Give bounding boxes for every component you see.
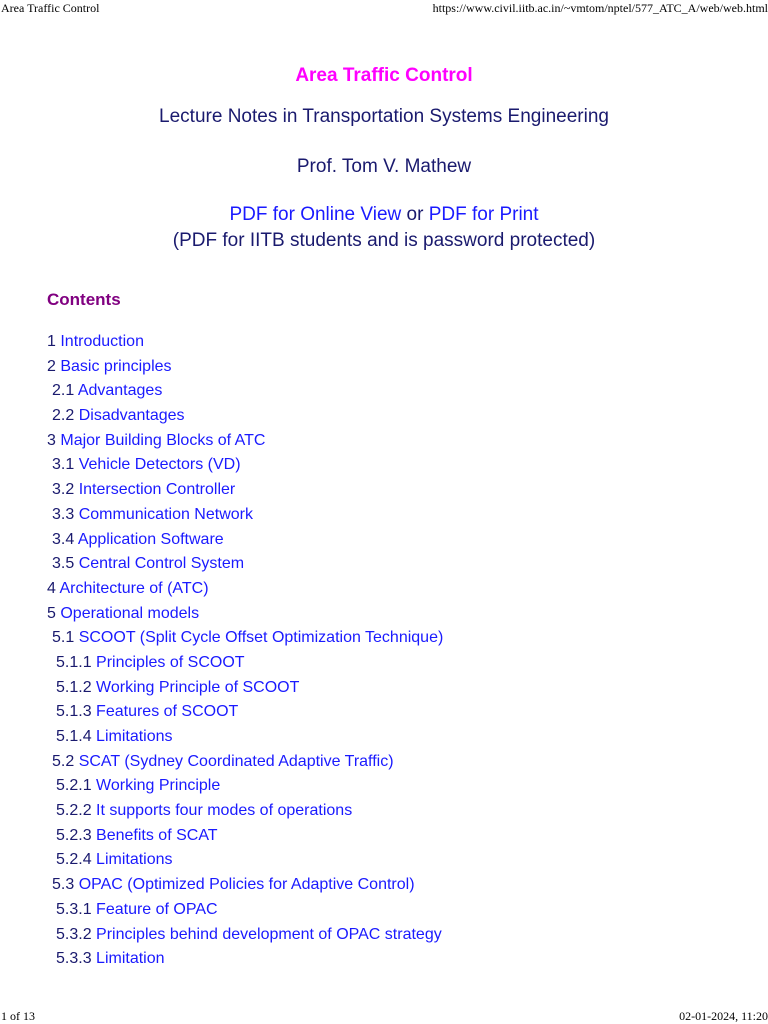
pdf-links <box>0 202 768 228</box>
toc-link[interactable]: Limitations <box>96 728 173 745</box>
page-title: Area Traffic Control <box>295 65 473 86</box>
page-number: 1 of 13 <box>1 1009 35 1023</box>
toc-item-number: 5.1.2 <box>56 678 92 696</box>
toc-item-number: 2.1 <box>52 382 75 400</box>
toc-item <box>47 528 443 553</box>
toc-link[interactable]: Basic principles <box>60 357 172 375</box>
toc-item <box>47 947 443 972</box>
toc-item <box>47 824 443 849</box>
toc-item <box>47 626 443 651</box>
print-datetime: 02-01-2024, 11:20 <box>679 1009 768 1023</box>
toc-item-number: 5 <box>47 604 56 622</box>
toc-item-number: 2 <box>47 357 56 375</box>
toc-link[interactable]: Intersection Controller <box>78 481 236 499</box>
toc-item <box>47 429 443 454</box>
toc-link[interactable]: Central Control System <box>78 555 245 573</box>
toc-item <box>47 577 443 602</box>
toc-item-number: 3.3 <box>52 505 75 523</box>
toc-link[interactable]: Benefits of SCAT <box>96 826 218 844</box>
toc-link[interactable]: Communication Network <box>78 505 253 523</box>
toc-item <box>47 848 443 873</box>
pdf-print-link[interactable]: PDF for Print <box>428 204 539 225</box>
author-name: Prof. Tom V. Mathew <box>296 156 472 177</box>
toc-link[interactable]: OPAC (Optimized Policies for Adaptive Control) <box>78 876 415 894</box>
page-subtitle: Lecture Notes in Transportation Systems Engineering <box>159 106 609 127</box>
print-header-url: https://www.civil.iitb.ac.in/~vmtom/nptel/577_ATC_A/web/web.html <box>432 1 768 15</box>
toc-link[interactable]: Limitation <box>96 950 165 968</box>
toc-link[interactable]: Application Software <box>77 530 224 548</box>
print-header-title: Area Traffic Control <box>1 1 100 15</box>
toc-item-number: 3.5 <box>52 555 75 573</box>
contents-heading: Contents <box>47 290 121 309</box>
toc-item <box>47 503 443 528</box>
toc-link[interactable]: Limitations <box>96 851 173 869</box>
toc-item-number: 3 <box>47 431 56 449</box>
print-footer <box>0 1009 768 1024</box>
toc-item-number: 5.1.3 <box>56 703 92 721</box>
toc-link[interactable]: Features of SCOOT <box>96 703 239 721</box>
toc-item <box>47 602 443 627</box>
toc-link[interactable]: Architecture of (ATC) <box>59 579 209 597</box>
toc-link[interactable]: Introduction <box>60 333 144 350</box>
toc-item <box>47 330 443 355</box>
toc-item-number: 5.3.3 <box>56 950 92 968</box>
toc-link[interactable]: Vehicle Detectors (VD) <box>78 456 241 474</box>
toc-item <box>47 700 443 725</box>
print-header <box>0 0 768 16</box>
toc-link[interactable]: Advantages <box>77 382 163 400</box>
toc-item-number: 5.2.1 <box>56 777 92 795</box>
toc-item <box>47 379 443 404</box>
toc-item <box>47 404 443 429</box>
toc-item-number: 5.2 <box>52 752 75 770</box>
toc-item-number: 1 <box>47 333 56 350</box>
toc-item-number: 5.3.2 <box>56 925 92 943</box>
toc-item-number: 5.2.3 <box>56 826 92 844</box>
toc-item-number: 5.2.4 <box>56 851 92 869</box>
toc-link[interactable]: Working Principle <box>96 777 221 795</box>
toc-item-number: 3.2 <box>52 481 75 499</box>
toc-item-number: 3.4 <box>52 530 75 548</box>
toc-item-number: 5.3.1 <box>56 900 92 918</box>
toc-item <box>47 651 443 676</box>
toc-item-number: 5.1.1 <box>56 653 92 671</box>
toc-link[interactable]: Principles of SCOOT <box>96 653 245 671</box>
toc-item <box>47 873 443 898</box>
toc-item <box>47 898 443 923</box>
toc-item-number: 5.3 <box>52 876 75 894</box>
toc-link[interactable]: Major Building Blocks of ATC <box>60 431 266 449</box>
toc-item-number: 3.1 <box>52 456 75 474</box>
toc-item-number: 4 <box>47 579 56 597</box>
toc-item <box>47 552 443 577</box>
toc-item-number: 5.1 <box>52 629 75 647</box>
toc-item <box>47 676 443 701</box>
toc-item <box>47 799 443 824</box>
toc-item <box>47 750 443 775</box>
pdf-online-link[interactable]: PDF for Online View <box>229 204 402 225</box>
toc-item <box>47 725 443 750</box>
toc-link[interactable]: It supports four modes of operations <box>96 802 353 820</box>
pdf-or-text: or <box>406 204 429 225</box>
toc-link[interactable]: SCOOT (Split Cycle Offset Optimization Technique) <box>78 629 444 647</box>
toc-item <box>47 453 443 478</box>
toc-link[interactable]: SCAT (Sydney Coordinated Adaptive Traffic) <box>78 752 394 770</box>
toc-link[interactable]: Working Principle of SCOOT <box>96 678 300 696</box>
toc-item <box>47 355 443 380</box>
toc-item-number: 5.1.4 <box>56 728 92 745</box>
pdf-note: (PDF for IITB students and is password protected) <box>172 230 596 251</box>
toc-item <box>47 774 443 799</box>
toc-item <box>47 478 443 503</box>
title-block <box>0 62 768 254</box>
table-of-contents <box>47 330 443 972</box>
toc-item-number: 5.2.2 <box>56 802 92 820</box>
toc-item-number: 2.2 <box>52 407 75 425</box>
toc-link[interactable]: Feature of OPAC <box>96 900 218 918</box>
toc-item <box>47 923 443 948</box>
toc-link[interactable]: Disadvantages <box>78 407 185 425</box>
toc-link[interactable]: Principles behind development of OPAC strategy <box>96 925 442 943</box>
toc-link[interactable]: Operational models <box>60 604 200 622</box>
